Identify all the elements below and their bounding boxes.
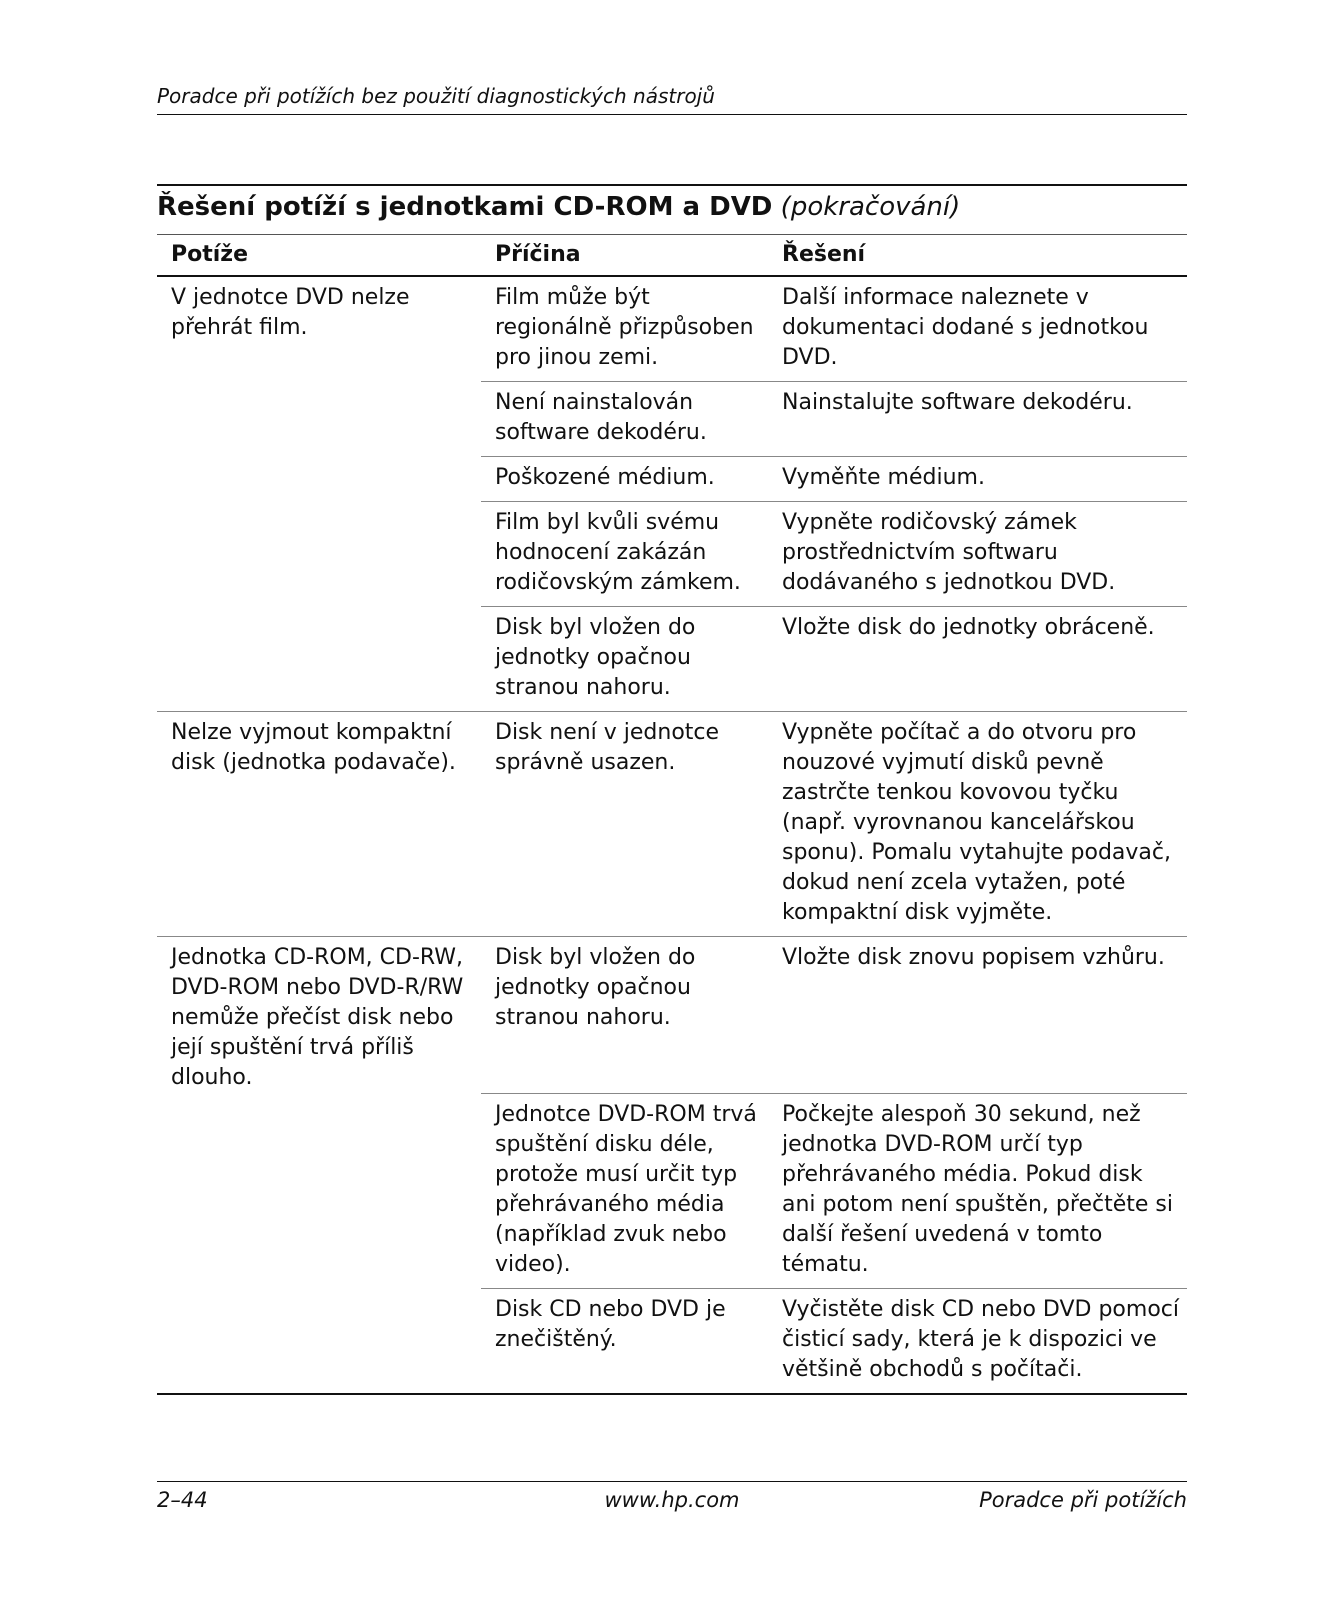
cause-cell: Film byl kvůli svému hodnocení zakázán rodičovským zámkem. [481, 502, 768, 607]
column-header-solution: Řešení [768, 235, 1187, 276]
table-row [157, 276, 1187, 382]
cause-cell: Disk byl vložen do jednotky opačnou stranou nahoru. [481, 607, 768, 712]
cause-cell: Není nainstalován software dekodéru. [481, 382, 768, 457]
header-rule [157, 114, 1187, 115]
document-page [157, 0, 1187, 1600]
problem-cell: V jednotce DVD nelze přehrát film. [157, 276, 481, 712]
solution-cell: Počkejte alespoň 30 sekund, než jednotka DVD-ROM určí typ přehrávaného média. Pokud disk ani potom není spuštěn, přečtěte si další řešení uvedená v tomto tématu. [768, 1094, 1187, 1289]
solution-cell: Další informace naleznete v dokumentaci dodané s jednotkou DVD. [768, 276, 1187, 382]
problem-cell: Nelze vyjmout kompaktní disk (jednotka podavače). [157, 712, 481, 937]
problem-cell: Jednotka CD-ROM, CD-RW, DVD-ROM nebo DVD-R/RW nemůže přečíst disk nebo její spuštění trvá příliš dlouho. [157, 937, 481, 1395]
table-title-continued: (pokračování) [780, 192, 961, 222]
footer-rule [157, 1481, 1187, 1482]
cause-cell: Jednotce DVD-ROM trvá spuštění disku déle, protože musí určit typ přehrávaného média (například zvuk nebo video). [481, 1094, 768, 1289]
table-header-row [157, 235, 1187, 276]
solution-cell: Vložte disk do jednotky obráceně. [768, 607, 1187, 712]
solution-cell: Vypněte počítač a do otvoru pro nouzové vyjmutí disků pevně zastrčte tenkou kovovou tyčku (např. vyrovnanou kancelářskou sponu). Pomalu vytahujte podavač, dokud není zcela vytažen, poté kompaktní disk vyjměte. [768, 712, 1187, 937]
footer-section: Poradce při potížích [979, 1488, 1187, 1512]
solution-cell: Vložte disk znovu popisem vzhůru. [768, 937, 1187, 1094]
column-header-problem: Potíže [157, 235, 481, 276]
solution-cell: Vyměňte médium. [768, 457, 1187, 502]
table-title-main: Řešení potíží s jednotkami CD-ROM a DVD [157, 192, 773, 222]
page-number: 2–44 [157, 1488, 208, 1512]
solution-cell: Vypněte rodičovský zámek prostřednictvím softwaru dodávaného s jednotkou DVD. [768, 502, 1187, 607]
solution-cell: Vyčistěte disk CD nebo DVD pomocí čisticí sady, která je k dispozici ve většině obchodů s počítači. [768, 1289, 1187, 1395]
column-header-cause: Příčina [481, 235, 768, 276]
table-top-rule [157, 184, 1187, 186]
cause-cell: Disk CD nebo DVD je znečištěný. [481, 1289, 768, 1395]
solution-cell: Nainstalujte software dekodéru. [768, 382, 1187, 457]
cause-cell: Disk byl vložen do jednotky opačnou stranou nahoru. [481, 937, 768, 1094]
table-title [157, 192, 960, 222]
running-header: Poradce při potížích bez použití diagnostických nástrojů [157, 84, 715, 108]
cause-cell: Poškozené médium. [481, 457, 768, 502]
troubleshooting-table [157, 235, 1187, 1395]
cause-cell: Film může být regionálně přizpůsoben pro jinou zemi. [481, 276, 768, 382]
footer-url: www.hp.com [604, 1488, 740, 1512]
table-row [157, 712, 1187, 937]
table-row [157, 937, 1187, 1094]
cause-cell: Disk není v jednotce správně usazen. [481, 712, 768, 937]
